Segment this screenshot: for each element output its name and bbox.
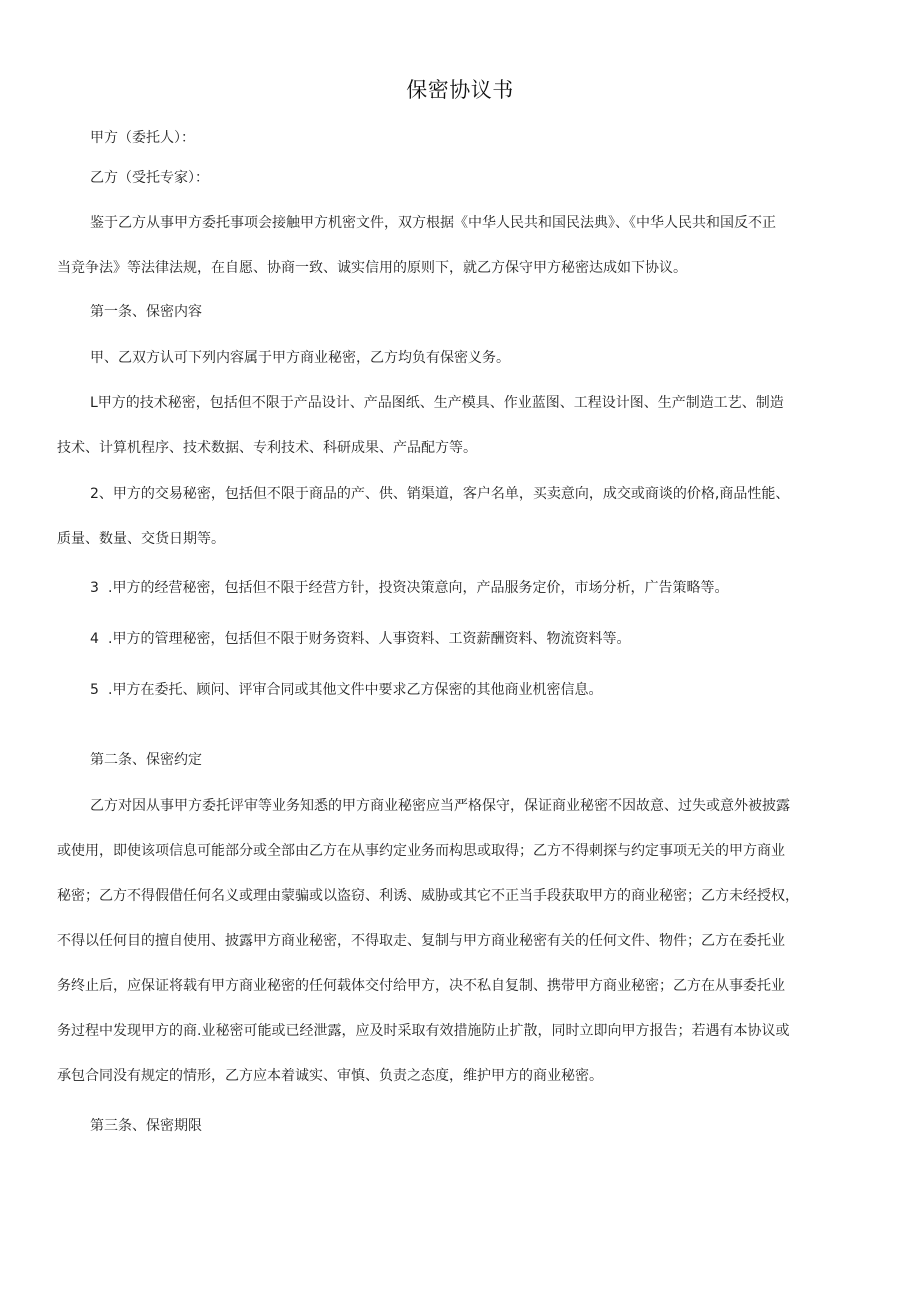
- article-2-line-5: 务终止后，应保证将载有甲方商业秘密的任何载体交付给甲方，决不私自复制、携带甲方商业秘密；乙方在从事委托业: [57, 978, 785, 994]
- article-1-item-2-line-2: 质量、数量、交货日期等。: [57, 531, 225, 547]
- item-3-text: .甲方的经营秘密，包括但不限于经营方针，投资决策意向，产品服务定价，市场分析，广告策略等。: [108, 580, 729, 596]
- preamble-line-2: 当竞争法》等法律法规，在自愿、协商一致、诚实信用的原则下，就乙方保守甲方秘密达成如下协议。: [57, 260, 687, 276]
- item-3-number: 3: [90, 580, 99, 596]
- document-title: 保密协议书: [406, 78, 514, 102]
- article-1-item-1-line-2: 技术、计算机程序、技术数据、专利技术、科研成果、产品配方等。: [57, 440, 477, 456]
- item-4-text: .甲方的管理秘密，包括但不限于财务资料、人事资料、工资薪酬资料、物流资料等。: [108, 631, 631, 647]
- article-2-line-7: 承包合同没有规定的情形，乙方应本着诚实、审慎、负责之态度，维护甲方的商业秘密。: [57, 1068, 603, 1084]
- party-b-label: 乙方（受托专家）：: [90, 170, 209, 186]
- article-1-item-2-line-1: 2、甲方的交易秘密，包括但不限于商品的产、供、销渠道，客户名单，买卖意向，成交或商谈的价格,商品性能、: [90, 486, 790, 502]
- article-2-line-1: 乙方对因从事甲方委托评审等业务知悉的甲方商业秘密应当严格保守，保证商业秘密不因故意、过失或意外被披露: [90, 798, 790, 814]
- article-2-line-4: 不得以任何目的擅自使用、披露甲方商业秘密，不得取走、复制与甲方商业秘密有关的任何文件、物件；乙方在委托业: [57, 933, 785, 949]
- article-2-line-2: 或使用，即使该项信息可能部分或全部由乙方在从事约定业务而构思或取得；乙方不得刺探与约定事项无关的甲方商业: [57, 843, 785, 859]
- item-5-text: .甲方在委托、顾问、评审合同或其他文件中要求乙方保密的其他商业机密信息。: [108, 682, 603, 698]
- preamble-line-1: 鉴于乙方从事甲方委托事项会接触甲方机密文件，双方根据《中华人民共和国民法典》、《中华人民共和国反不正: [90, 215, 776, 231]
- item-5-number: 5: [90, 682, 99, 698]
- item-4-number: 4: [90, 631, 99, 647]
- article-1-heading: 第一条、保密内容: [90, 304, 202, 320]
- article-2-line-3: 秘密；乙方不得假借任何名义或理由蒙骗或以盗窃、利诱、威胁或其它不正当手段获取甲方的商业秘密；乙方未经授权，: [57, 888, 799, 904]
- article-3-heading: 第三条、保密期限: [90, 1118, 202, 1134]
- article-1-item-3: [90, 578, 728, 598]
- article-1-item-1-line-1: L甲方的技术秘密，包括但不限于产品设计、产品图纸、生产模具、作业蓝图、工程设计图、生产制造工艺、制造: [90, 395, 784, 411]
- article-2-heading: 第二条、保密约定: [90, 752, 202, 768]
- article-1-item-4: [90, 629, 630, 649]
- article-2-line-6: 务过程中发现甲方的商.业秘密可能或已经泄露，应及时采取有效措施防止扩散，同时立即向甲方报告；若遇有本协议或: [57, 1023, 790, 1039]
- article-1-intro: 甲、乙双方认可下列内容属于甲方商业秘密，乙方均负有保密义务。: [90, 350, 510, 366]
- article-1-item-5: [90, 680, 602, 700]
- party-a-label: 甲方（委托人）：: [90, 130, 195, 146]
